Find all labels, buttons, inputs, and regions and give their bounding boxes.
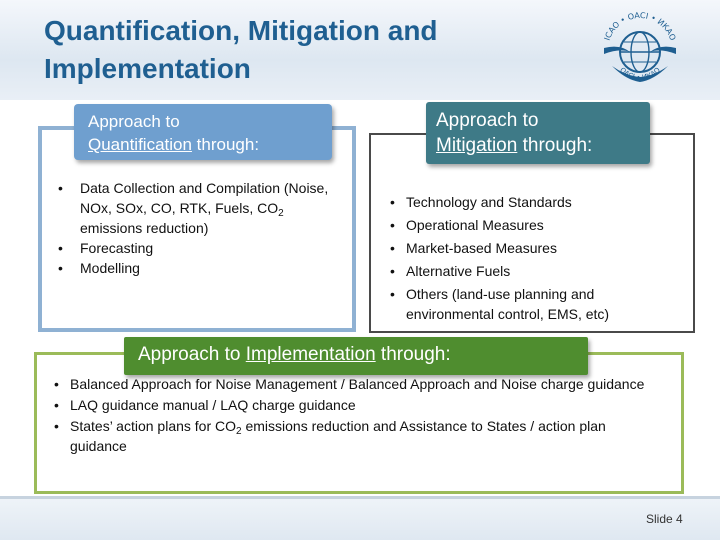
mitigation-header-line1: Approach to xyxy=(436,110,539,131)
bullet-icon: • xyxy=(54,376,59,392)
implementation-header-prefix: Approach to xyxy=(138,344,246,365)
quantification-header-line1: Approach to xyxy=(88,112,180,131)
list-item-text: Alternative Fuels xyxy=(406,263,511,279)
bullet-icon: • xyxy=(54,418,59,434)
list-item-text: Forecasting xyxy=(80,240,154,256)
implementation-keyword: Implementation xyxy=(245,344,376,365)
bullet-icon: • xyxy=(58,260,63,276)
list-item-text: Others (land-use planning and environmental control, EMS, etc) xyxy=(406,286,610,322)
list-item xyxy=(54,178,344,238)
bullet-icon: • xyxy=(58,240,63,256)
mitigation-list xyxy=(390,192,680,327)
slide-title: Quantification, Mitigation and Implementation xyxy=(44,15,438,84)
list-item-text: LAQ guidance manual / LAQ charge guidance xyxy=(70,397,356,413)
subscript: 2 xyxy=(278,208,284,219)
mitigation-header-line2 xyxy=(436,133,650,158)
list-item xyxy=(54,395,664,415)
quantification-header xyxy=(74,104,332,160)
implementation-list xyxy=(54,374,664,457)
mitigation-keyword: Mitigation xyxy=(436,135,518,156)
quantification-header-suffix: through: xyxy=(191,135,260,154)
list-item xyxy=(54,258,344,278)
mitigation-header-suffix: through: xyxy=(517,135,593,156)
list-item xyxy=(390,192,680,212)
list-item xyxy=(390,238,680,258)
subscript: 2 xyxy=(236,426,242,437)
slide-number: Slide 4 xyxy=(646,512,683,526)
svg-text:OACI • ИКАО xyxy=(618,66,662,82)
bullet-icon: • xyxy=(54,397,59,413)
list-item-text: Balanced Approach for Noise Management / Balanced Approach and Noise charge guidance xyxy=(70,376,645,392)
icao-emblem-icon xyxy=(598,8,682,92)
bullet-icon: • xyxy=(390,286,395,302)
list-item xyxy=(54,238,344,258)
list-item-text: emissions reduction and Assistance to States / action plan guidance xyxy=(70,418,606,454)
list-item-text: States’ action plans for CO xyxy=(70,418,237,434)
list-item-text: emissions reduction) xyxy=(80,220,209,236)
implementation-header xyxy=(124,337,588,375)
quantification-list xyxy=(54,178,344,278)
list-item-text: Data Collection and Compilation (Noise, NOx, SOx, CO, RTK, Fuels, CO xyxy=(80,180,329,216)
footer-background xyxy=(0,499,720,540)
mitigation-header xyxy=(426,102,650,164)
list-item-text: Technology and Standards xyxy=(406,194,572,210)
quantification-header-line2 xyxy=(88,133,332,156)
svg-text:ICAO • OACI • ИКАО xyxy=(603,11,678,42)
list-item xyxy=(54,416,664,456)
list-item-text: Market-based Measures xyxy=(406,240,557,256)
logo-bottom-text: OACI • ИКАО xyxy=(618,66,662,82)
list-item xyxy=(390,215,680,235)
list-item xyxy=(390,284,680,324)
list-item xyxy=(390,261,680,281)
implementation-header-suffix: through: xyxy=(375,344,451,365)
list-item xyxy=(54,374,664,394)
bullet-icon: • xyxy=(390,240,395,256)
list-item-text: Operational Measures xyxy=(406,217,544,233)
bullet-icon: • xyxy=(390,194,395,210)
bullet-icon: • xyxy=(58,180,63,196)
list-item-text: Modelling xyxy=(80,260,140,276)
quantification-keyword: Quantification xyxy=(88,135,192,154)
bullet-icon: • xyxy=(390,217,395,233)
logo-top-text: ICAO • OACI • ИКАО xyxy=(602,10,678,42)
bullet-icon: • xyxy=(390,263,395,279)
